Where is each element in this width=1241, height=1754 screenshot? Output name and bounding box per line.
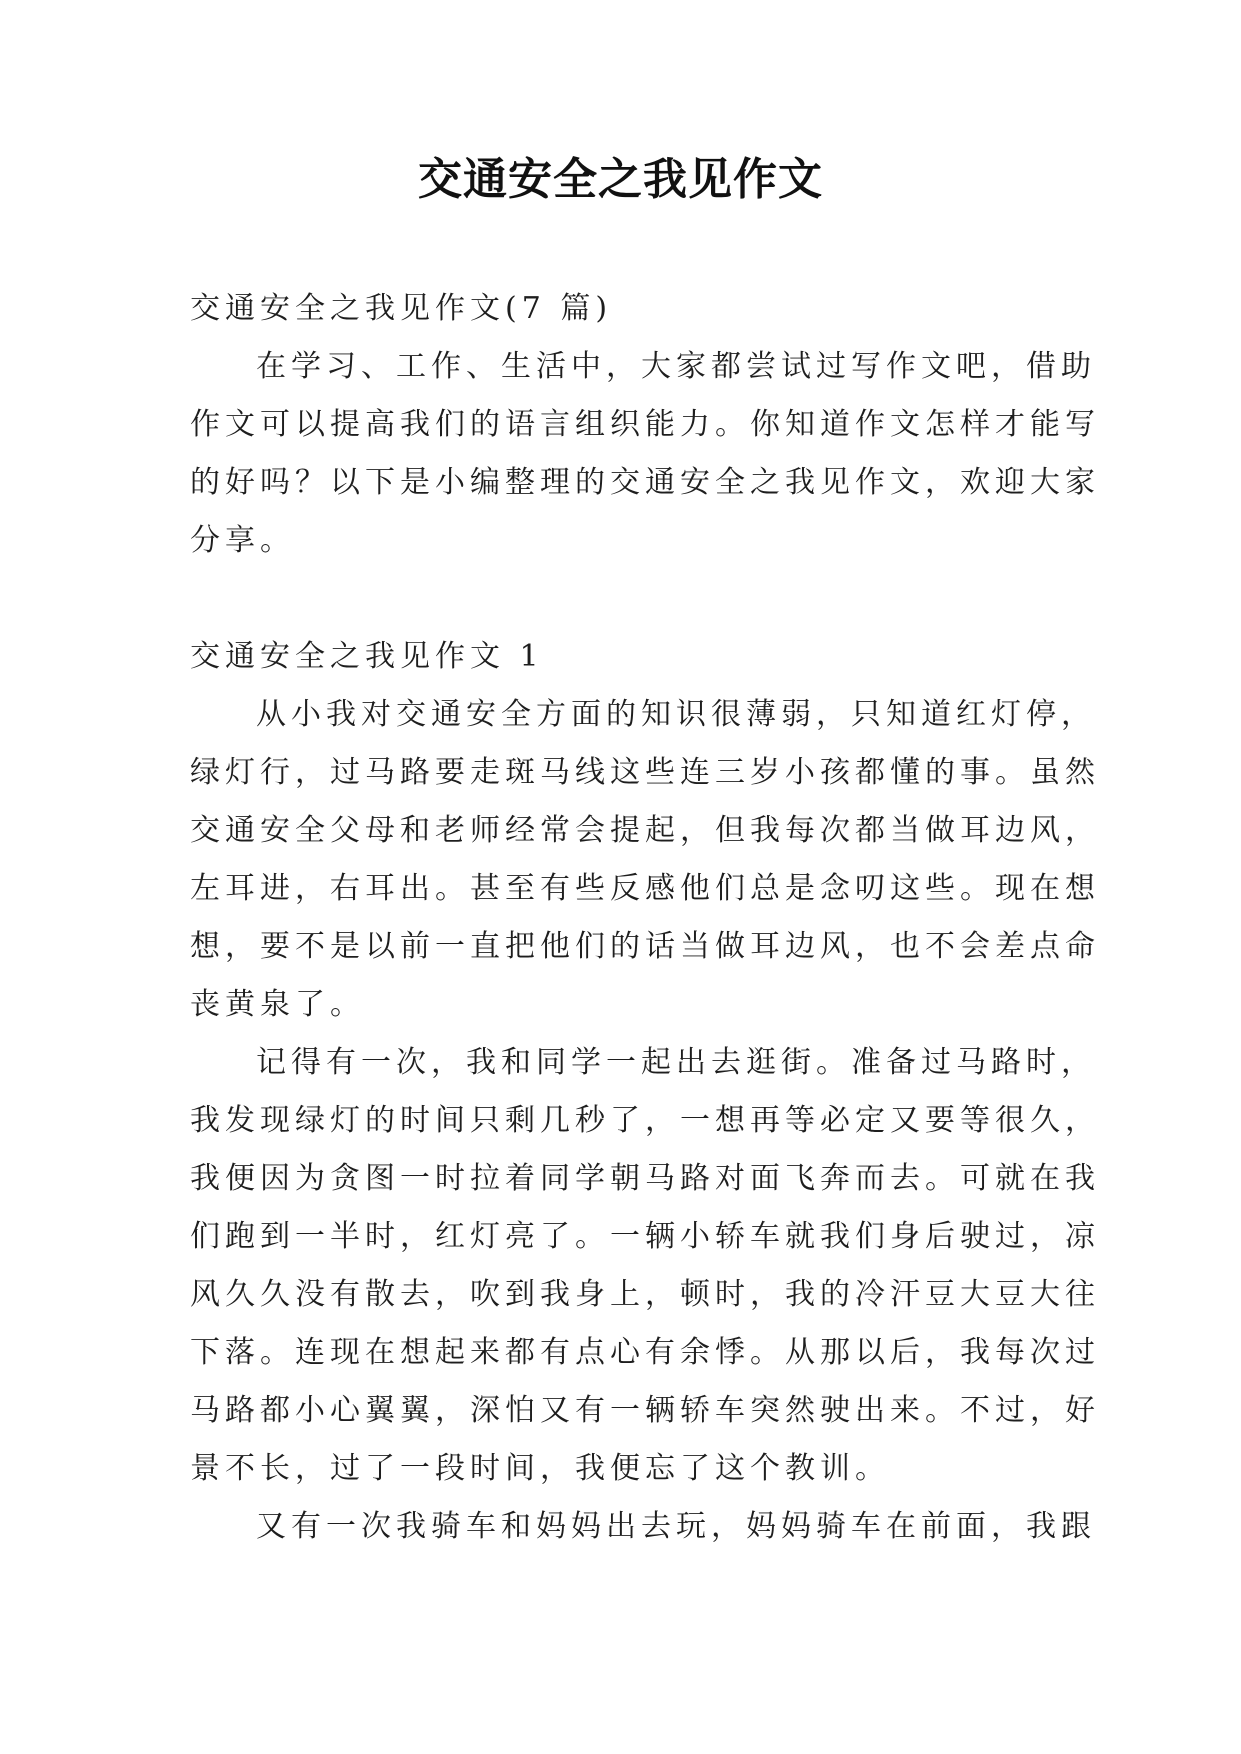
text-line: 的好吗？以下是小编整理的交通安全之我见作文，欢迎大家 [190,465,1100,500]
text-line: 交通安全父母和老师经常会提起，但我每次都当做耳边风， [190,813,1100,848]
text-line: 作文可以提高我们的语言组织能力。你知道作文怎样才能写 [190,407,1100,442]
text-line: 丧黄泉了。 [190,987,365,1022]
paragraph-3 [190,1498,1096,1556]
text-line: 想，要不是以前一直把他们的话当做耳边风，也不会差点命 [190,929,1100,964]
text-line: 左耳进，右耳出。甚至有些反感他们总是念叨这些。现在想 [190,871,1100,906]
text-line: 风久久没有散去，吹到我身上，顿时，我的冷汗豆大豆大往 [190,1277,1100,1312]
intro-paragraph [190,338,1100,570]
text-line: 们跑到一半时，红灯亮了。一辆小轿车就我们身后驶过，凉 [190,1219,1100,1254]
document-title: 交通安全之我见作文 [418,154,823,205]
text-line: 分享。 [190,523,295,558]
text-line: 绿灯行，过马路要走斑马线这些连三岁小孩都懂的事。虽然 [190,755,1100,790]
text-line: 景不长，过了一段时间，我便忘了这个教训。 [190,1451,890,1486]
paragraph-1 [190,686,1100,1034]
subtitle: 交通安全之我见作文(7 篇) [190,291,613,326]
text-line: 从小我对交通安全方面的知识很薄弱，只知道红灯停， [256,697,1096,732]
section-spacer [190,570,1058,628]
section-heading: 交通安全之我见作文 1 [190,639,544,674]
paragraph-2 [190,1034,1100,1498]
text-line: 记得有一次，我和同学一起出去逛街。准备过马路时， [256,1045,1096,1080]
text-line: 又有一次我骑车和妈妈出去玩，妈妈骑车在前面，我跟 [256,1509,1096,1544]
text-line: 在学习、工作、生活中，大家都尝试过写作文吧，借助 [256,349,1096,384]
text-line: 马路都小心翼翼，深怕又有一辆轿车突然驶出来。不过，好 [190,1393,1100,1428]
text-line: 我发现绿灯的时间只剩几秒了，一想再等必定又要等很久， [190,1103,1100,1138]
text-line: 我便因为贪图一时拉着同学朝马路对面飞奔而去。可就在我 [190,1161,1100,1196]
text-line: 下落。连现在想起来都有点心有余悸。从那以后，我每次过 [190,1335,1100,1370]
document-body [190,280,1100,1556]
